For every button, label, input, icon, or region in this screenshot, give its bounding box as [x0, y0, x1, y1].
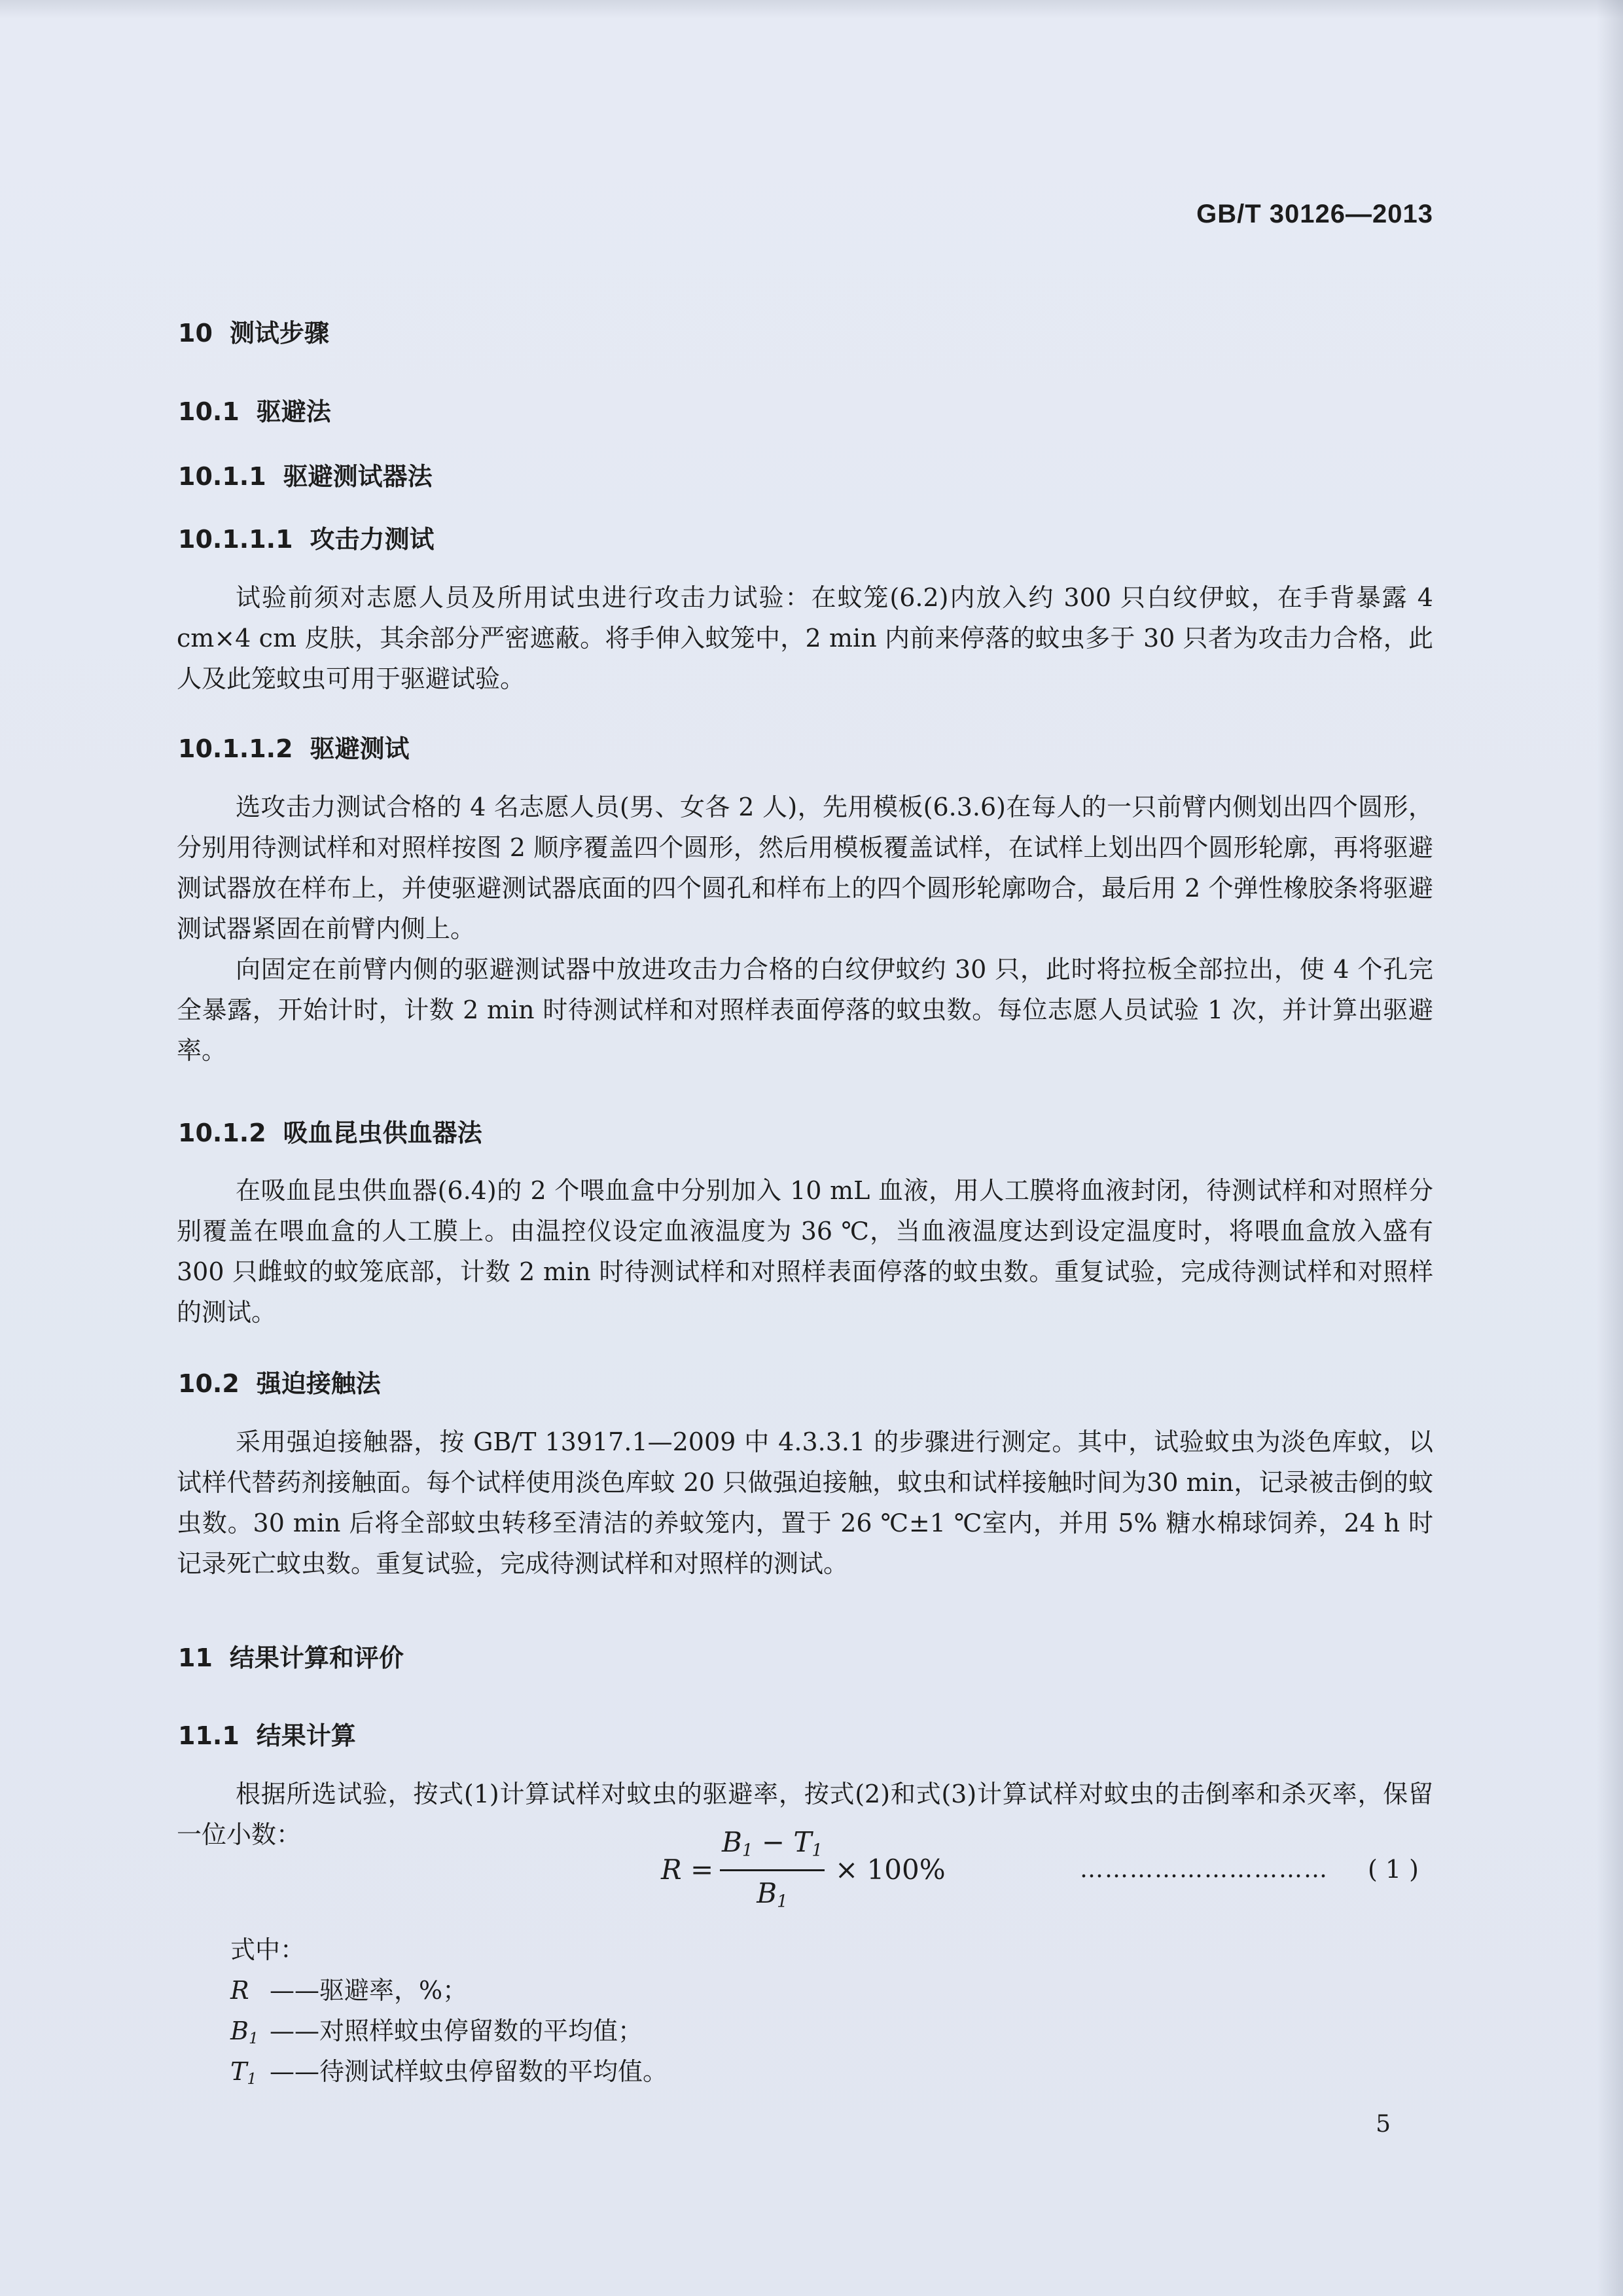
heading-10-1-1 — [178, 456, 433, 492]
formula-equation-number: ( 1 ) — [1368, 1855, 1419, 1884]
heading-10-1 — [178, 391, 331, 427]
formula-lhs: R = — [661, 1854, 714, 1886]
heading-number: 11 — [178, 1643, 213, 1672]
paragraph-attack-test: 试验前须对志愿人员及所用试虫进行攻击力试验：在蚊笼(6.2)内放入约 300 只白纹伊蚊，在手背暴露 4 cm×4 cm 皮肤，其余部分严密遮蔽。将手伸入蚊笼中，2 min 内前来停落的蚊虫多于 30 只者为攻击力合格，此人及此笼蚊虫可用于驱避试验。 — [177, 583, 1433, 693]
heading-number: 10.1 — [178, 397, 240, 426]
variable-definition-t1 — [230, 2051, 668, 2088]
heading-title: 驱避测试器法 — [283, 462, 433, 491]
scan-shadow-top — [0, 0, 1623, 18]
paragraph-repel-count: 向固定在前臂内侧的驱避测试器中放进攻击力合格的白纹伊蚊约 30 只，此时将拉板全部拉出，使 4 个孔完全暴露，开始计时，计数 2 min 时待测试样和对照样表面停落的蚊虫数。每位志愿人员试验 1 次，并计算出驱避率。 — [177, 955, 1433, 1065]
heading-11 — [178, 1638, 404, 1674]
heading-title: 结果计算 — [256, 1721, 356, 1750]
page-number: 5 — [1376, 2111, 1391, 2138]
heading-number: 10.1.1 — [178, 462, 266, 491]
paragraph-calculation: 根据所选试验，按式(1)计算试样对蚊虫的驱避率，按式(2)和式(3)计算试样对蚊虫的击倒率和杀灭率，保留一位小数： — [177, 1780, 1433, 1849]
variable-symbol: R — [230, 1976, 249, 2005]
heading-number: 11.1 — [178, 1721, 240, 1750]
formula-fraction-bar — [720, 1869, 825, 1871]
variable-symbol: $T_1$ — [230, 2057, 257, 2088]
heading-number: 10 — [178, 319, 213, 348]
formula-leader-dots: ………………………… — [1080, 1856, 1329, 1883]
heading-10-1-1-2 — [178, 728, 410, 764]
heading-number: 10.1.1.2 — [178, 734, 293, 763]
standard-code: GB/T 30126—2013 — [1196, 200, 1433, 228]
variable-description: ——驱避率，%； — [270, 1976, 468, 2005]
heading-number: 10.2 — [178, 1369, 240, 1398]
formula-numerator: $B_1 - T_1$ — [722, 1826, 823, 1861]
heading-10 — [178, 313, 329, 349]
heading-number: 10.1.2 — [178, 1119, 266, 1147]
paragraph-repel-procedure: 选攻击力测试合格的 4 名志愿人员(男、女各 2 人)，先用模板(6.3.6)在每人的一只前臂内侧划出四个圆形，分别用待测试样和对照样按图 2 顺序覆盖四个圆形，然后用模板覆盖试样，在试样上划出四个圆形轮廓，再将驱避测试器放在样布上，并使驱避测试器底面的四个圆孔和样布上的四个圆形轮廓吻合，最后用 2 个弹性橡胶条将驱避测试器紧固在前臂内侧上。 — [177, 793, 1433, 943]
formula-times-percent: × 100% — [835, 1854, 946, 1886]
formula-denominator: $B_1$ — [757, 1877, 788, 1912]
scan-shadow-right — [1597, 0, 1623, 2296]
heading-title: 攻击力测试 — [310, 525, 435, 554]
variable-description: ——待测试样蚊虫停留数的平均值。 — [270, 2057, 668, 2086]
variable-definition-r — [230, 1970, 467, 2007]
formula-fraction — [720, 1826, 825, 1918]
heading-10-2 — [178, 1363, 381, 1399]
formula-repellency-rate — [661, 1826, 1433, 1918]
heading-title: 吸血昆虫供血器法 — [283, 1119, 482, 1147]
paragraph-blood-feeder: 在吸血昆虫供血器(6.4)的 2 个喂血盒中分别加入 10 mL 血液，用人工膜将血液封闭，待测试样和对照样分别覆盖在喂血盒的人工膜上。由温控仪设定血液温度为 36 ℃，当血液温度达到设定温度时，将喂血盒放入盛有 300 只雌蚊的蚊笼底部，计数 2 min 时待测试样和对照样表面停落的蚊虫数。重复试验，完成待测试样和对照样的测试。 — [177, 1176, 1433, 1327]
heading-title: 结果计算和评价 — [229, 1643, 404, 1672]
heading-10-1-1-1 — [178, 519, 435, 555]
heading-11-1 — [178, 1715, 356, 1751]
heading-10-1-2 — [178, 1113, 482, 1149]
heading-title: 测试步骤 — [229, 319, 329, 348]
paragraph-forced-contact: 采用强迫接触器，按 GB/T 13917.1—2009 中 4.3.3.1 的步骤进行测定。其中，试验蚊虫为淡色库蚊，以试样代替药剂接触面。每个试样使用淡色库蚊 20 只做强迫接触，蚊虫和试样接触时间为30 min，记录被击倒的蚊虫数。30 min 后将全部蚊虫转移至清洁的养蚊笼内，置于 26 ℃±1 ℃室内，并用 5% 糖水棉球饲养，24 h 时记录死亡蚊虫数。重复试验，完成待测试样和对照样的测试。 — [177, 1427, 1433, 1578]
heading-number: 10.1.1.1 — [178, 525, 293, 554]
heading-title: 强迫接触法 — [256, 1369, 381, 1398]
heading-title: 驱避测试 — [310, 734, 410, 763]
heading-title: 驱避法 — [256, 397, 331, 426]
where-label: 式中： — [230, 1935, 306, 1964]
variable-description: ——对照样蚊虫停留数的平均值； — [270, 2017, 643, 2045]
variable-symbol: $B_1$ — [230, 2017, 259, 2047]
variable-definition-b1 — [230, 2011, 643, 2047]
